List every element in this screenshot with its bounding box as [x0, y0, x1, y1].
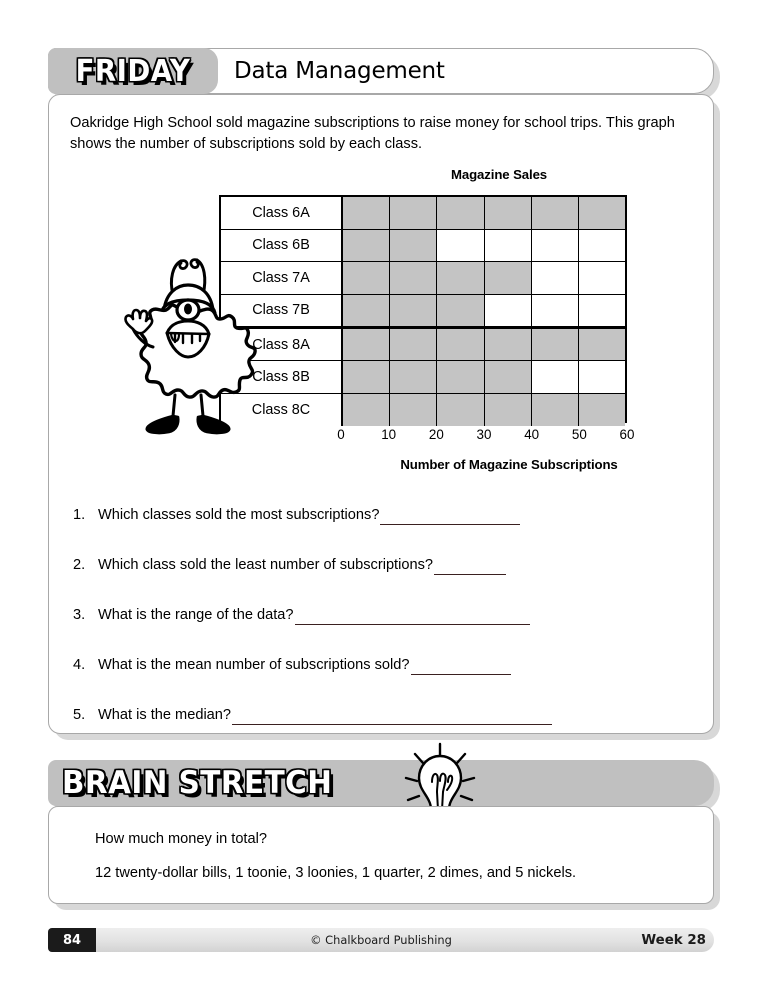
chart-bar-segment: [485, 394, 532, 427]
chart-row-cells: [343, 394, 625, 427]
answer-blank[interactable]: [380, 524, 520, 525]
question-row: [73, 707, 693, 757]
brain-stretch-label: BRAIN STRETCH: [62, 765, 333, 801]
chart-bar-segment: [390, 197, 437, 229]
chart-row: [221, 295, 625, 328]
chart-row-label: Class 6B: [221, 230, 343, 262]
x-tick-label: 50: [571, 427, 587, 442]
brain-stretch-prompt: How much money in total?: [95, 831, 267, 847]
chart-row-cells: [343, 295, 625, 327]
page-title: Data Management: [234, 58, 445, 84]
x-tick-label: 0: [337, 427, 345, 442]
chart-empty-cell: [579, 295, 625, 327]
chart-empty-cell: [485, 295, 532, 327]
main-card: [48, 94, 714, 734]
chart-row-label: Class 7A: [221, 262, 343, 294]
chart-bar-segment: [390, 394, 437, 427]
x-tick-label: 40: [524, 427, 540, 442]
chart-bar-segment: [485, 329, 532, 360]
question-row: [73, 657, 693, 707]
chart-bar-segment: [437, 394, 484, 427]
chart-bar-segment: [390, 230, 437, 262]
day-label: FRIDAY: [75, 53, 191, 89]
chart-row: [221, 262, 625, 295]
chart-bar-segment: [532, 197, 579, 229]
question-number: 5.: [73, 707, 86, 723]
chart-bar-segment: [390, 295, 437, 327]
chart-empty-cell: [532, 230, 579, 262]
chart-bar-segment: [532, 394, 579, 427]
chart-row-cells: [343, 197, 625, 229]
chart-title: Magazine Sales: [450, 167, 548, 182]
x-tick-label: 20: [428, 427, 444, 442]
chart-bar-segment: [343, 329, 390, 360]
chart-empty-cell: [579, 361, 625, 393]
x-tick-label: 30: [476, 427, 492, 442]
chart-bar-segment: [390, 329, 437, 360]
x-axis-ticks: [337, 427, 681, 447]
chart-bar-segment: [485, 361, 532, 393]
chart-bar-segment: [532, 329, 579, 360]
monster-mascot-illustration: [107, 251, 267, 441]
x-tick-label: 10: [381, 427, 397, 442]
chart-bar-segment: [579, 329, 625, 360]
chart-bar-segment: [343, 197, 390, 229]
question-row: [73, 507, 693, 557]
chart-row: [221, 230, 625, 263]
chart-bar-segment: [485, 262, 532, 294]
question-text: Which classes sold the most subscriptions?: [98, 507, 380, 523]
chart-bar-segment: [437, 262, 484, 294]
answer-blank[interactable]: [411, 674, 511, 675]
chart-row-cells: [343, 361, 625, 393]
chart-row-label: Class 8A: [221, 329, 343, 360]
chart-row-label: Class 8C: [221, 394, 343, 427]
chart-bar-segment: [437, 361, 484, 393]
chart-empty-cell: [579, 262, 625, 294]
chart-bar-segment: [343, 394, 390, 427]
question-number: 2.: [73, 557, 86, 573]
chart-row-label: Class 6A: [221, 197, 343, 229]
day-badge: [48, 48, 218, 94]
question-text: What is the mean number of subscriptions sold?: [98, 657, 410, 673]
chart-empty-cell: [532, 361, 579, 393]
intro-paragraph: Oakridge High School sold magazine subscriptions to raise money for school trips. This graph shows the number of subscriptions sold by each class.: [70, 115, 675, 152]
chart-row: [221, 361, 625, 394]
chart-bar-segment: [343, 295, 390, 327]
copyright-text: © Chalkboard Publishing: [310, 933, 452, 947]
chart-bar-segment: [343, 361, 390, 393]
chart-empty-cell: [532, 262, 579, 294]
question-number: 3.: [73, 607, 86, 623]
chart-bar-segment: [343, 262, 390, 294]
question-list: [73, 507, 693, 757]
chart-empty-cell: [485, 230, 532, 262]
answer-blank[interactable]: [232, 724, 552, 725]
chart-empty-cell: [532, 295, 579, 327]
x-tick-label: 60: [619, 427, 635, 442]
chart-row-cells: [343, 230, 625, 262]
chart-bar-segment: [390, 361, 437, 393]
question-number: 4.: [73, 657, 86, 673]
chart-row-label: Class 8B: [221, 361, 343, 393]
chart-bar-segment: [343, 230, 390, 262]
brain-stretch-detail: 12 twenty-dollar bills, 1 toonie, 3 loonies, 1 quarter, 2 dimes, and 5 nickels.: [95, 865, 577, 881]
chart-bar-segment: [485, 197, 532, 229]
chart-bar-segment: [437, 295, 484, 327]
chart-bar-segment: [437, 329, 484, 360]
x-axis-label: Number of Magazine Subscriptions: [400, 457, 618, 472]
question-text: Which class sold the least number of subscriptions?: [98, 557, 434, 573]
week-label: Week 28: [641, 932, 706, 948]
question-number: 1.: [73, 507, 86, 523]
answer-blank[interactable]: [295, 624, 530, 625]
chart-row-cells: [343, 329, 625, 360]
chart-empty-cell: [437, 230, 484, 262]
chart-bar-segment: [579, 197, 625, 229]
chart-bar-segment: [437, 197, 484, 229]
question-row: [73, 557, 693, 607]
chart-row: [221, 327, 625, 361]
question-row: [73, 607, 693, 657]
chart-bar-segment: [579, 394, 625, 427]
chart-row-label: Class 7B: [221, 295, 343, 327]
chart-row: [221, 197, 625, 230]
chart-row-cells: [343, 262, 625, 294]
page-number-badge: 84: [48, 928, 96, 952]
question-text: What is the range of the data?: [98, 607, 294, 623]
chart-bar-segment: [390, 262, 437, 294]
chart-grid: [219, 195, 627, 423]
answer-blank[interactable]: [434, 574, 506, 575]
chart-row: [221, 394, 625, 427]
question-text: What is the median?: [98, 707, 232, 723]
brain-stretch-card: [48, 806, 714, 904]
chart-empty-cell: [579, 230, 625, 262]
